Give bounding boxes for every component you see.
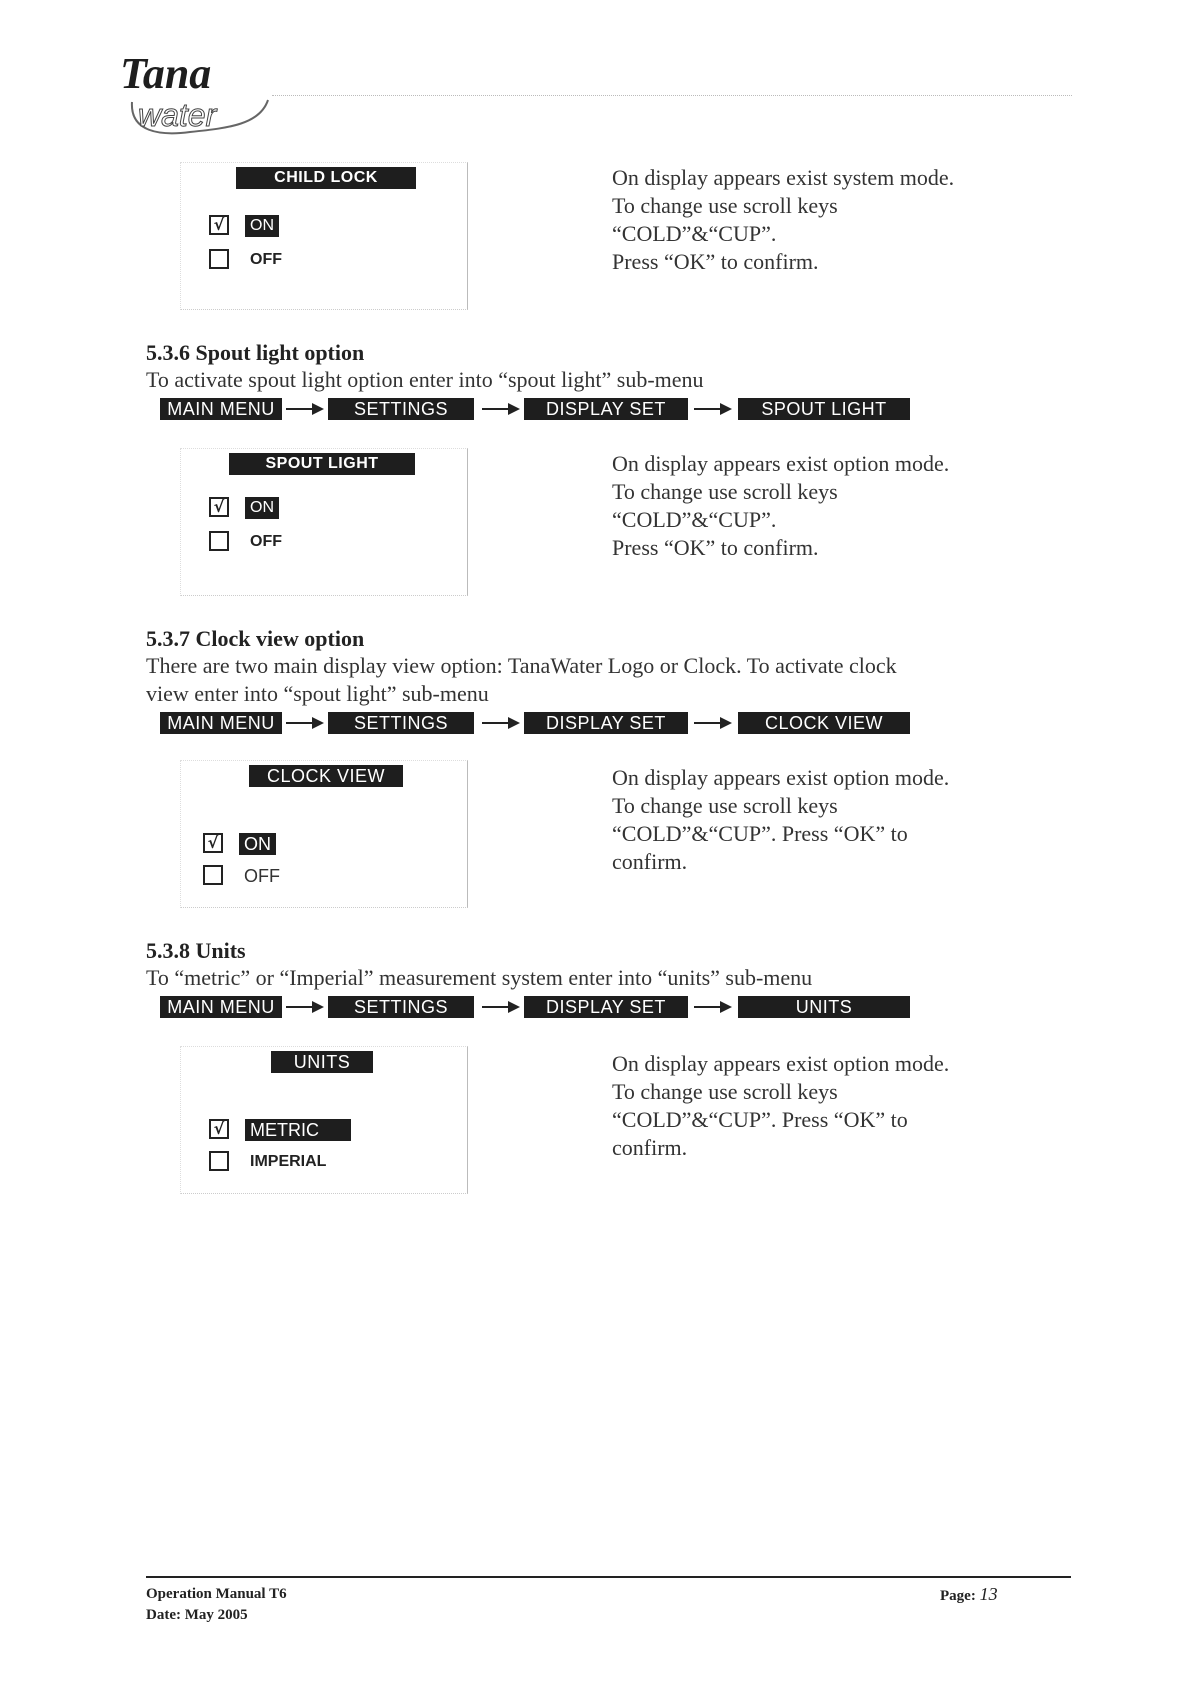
footer-manual: Operation Manual T6 xyxy=(146,1586,287,1602)
menu-path-main-menu: MAIN MENU xyxy=(160,996,282,1018)
checkbox-empty-icon xyxy=(209,249,229,269)
menu-path-main-menu: MAIN MENU xyxy=(160,398,282,420)
header-rule xyxy=(272,95,1072,96)
tana-water-logo xyxy=(120,50,280,140)
option-label-on: ON xyxy=(245,497,279,519)
menu-path-main-menu: MAIN MENU xyxy=(160,712,282,734)
desc-line: Press “OK” to confirm. xyxy=(612,249,819,274)
units-display-panel xyxy=(180,1046,468,1194)
desc-line: On display appears exist option mode. xyxy=(612,451,950,476)
section-text-units: To “metric” or “Imperial” measurement system enter into “units” sub-menu xyxy=(146,965,813,990)
desc-line: On display appears exist system mode. xyxy=(612,165,955,190)
menu-path-display-set: DISPLAY SET xyxy=(524,398,688,420)
footer-rule xyxy=(146,1576,1071,1578)
logo-text-top: Tana xyxy=(120,50,212,98)
option-label-metric: METRIC xyxy=(245,1119,351,1141)
panel-title: CLOCK VIEW xyxy=(249,765,403,787)
checkbox-empty-icon xyxy=(203,865,223,885)
clock-view-description xyxy=(612,764,1032,876)
option-label-imperial: IMPERIAL xyxy=(250,1153,327,1170)
panel-title: SPOUT LIGHT xyxy=(229,453,415,475)
arrow-right-icon xyxy=(694,1000,734,1014)
section-text-clock-view xyxy=(146,652,1046,708)
arrow-right-icon xyxy=(694,716,734,730)
menu-path-units: UNITS xyxy=(738,996,910,1018)
menu-path-clock-view xyxy=(146,712,946,734)
section-heading-spout-light: 5.3.6 Spout light option xyxy=(146,340,365,365)
footer-page-label: Page: xyxy=(940,1588,976,1604)
desc-line: “COLD”&“CUP”. xyxy=(612,507,777,532)
arrow-right-icon xyxy=(694,402,734,416)
checkbox-checked-icon: √ xyxy=(209,497,229,517)
menu-path-display-set: DISPLAY SET xyxy=(524,996,688,1018)
menu-path-settings: SETTINGS xyxy=(328,398,474,420)
menu-path-spout-light: SPOUT LIGHT xyxy=(738,398,910,420)
desc-line: “COLD”&“CUP”. xyxy=(612,221,777,246)
desc-line: “COLD”&“CUP”. Press “OK” to xyxy=(612,1107,908,1132)
arrow-right-icon xyxy=(482,402,522,416)
panel-title: UNITS xyxy=(271,1051,373,1073)
checkbox-checked-icon: √ xyxy=(209,1119,229,1139)
arrow-right-icon xyxy=(482,716,522,730)
desc-line: On display appears exist option mode. xyxy=(612,765,950,790)
arrow-right-icon xyxy=(286,402,326,416)
section-heading-units: 5.3.8 Units xyxy=(146,938,246,963)
desc-line: On display appears exist option mode. xyxy=(612,1051,950,1076)
menu-path-display-set: DISPLAY SET xyxy=(524,712,688,734)
panel-title: CHILD LOCK xyxy=(236,167,416,189)
logo-graphic xyxy=(120,50,280,140)
menu-path-spout-light xyxy=(146,398,946,420)
text-line: view enter into “spout light” sub-menu xyxy=(146,681,489,706)
arrow-right-icon xyxy=(286,716,326,730)
arrow-right-icon xyxy=(482,1000,522,1014)
option-label-off: OFF xyxy=(250,533,282,550)
desc-line: Press “OK” to confirm. xyxy=(612,535,819,560)
checkbox-checked-icon: √ xyxy=(209,215,229,235)
child-lock-description xyxy=(612,164,1032,276)
menu-path-settings: SETTINGS xyxy=(328,996,474,1018)
spout-light-description xyxy=(612,450,1032,562)
menu-path-units xyxy=(146,996,946,1018)
checkbox-empty-icon xyxy=(209,1151,229,1171)
section-heading-clock-view: 5.3.7 Clock view option xyxy=(146,626,365,651)
text-line: There are two main display view option: TanaWater Logo or Clock. To activate clock xyxy=(146,653,897,678)
menu-path-clock-view: CLOCK VIEW xyxy=(738,712,910,734)
desc-line: To change use scroll keys xyxy=(612,1079,838,1104)
option-label-on: ON xyxy=(239,833,276,855)
option-label-off: OFF xyxy=(244,866,280,886)
option-label-off: OFF xyxy=(250,251,282,268)
desc-line: To change use scroll keys xyxy=(612,193,838,218)
clock-view-display-panel xyxy=(180,760,468,908)
footer-page xyxy=(940,1584,998,1605)
desc-line: To change use scroll keys xyxy=(612,793,838,818)
child-lock-display-panel xyxy=(180,162,468,310)
desc-line: confirm. xyxy=(612,849,688,874)
desc-line: confirm. xyxy=(612,1135,688,1160)
desc-line: To change use scroll keys xyxy=(612,479,838,504)
footer-page-number: 13 xyxy=(979,1584,998,1604)
checkbox-checked-icon: √ xyxy=(203,833,223,853)
spout-light-display-panel xyxy=(180,448,468,596)
option-label-on: ON xyxy=(245,215,279,237)
units-description xyxy=(612,1050,1032,1162)
desc-line: “COLD”&“CUP”. Press “OK” to xyxy=(612,821,908,846)
logo-text-bottom: water xyxy=(138,97,217,133)
arrow-right-icon xyxy=(286,1000,326,1014)
section-text-spout-light: To activate spout light option enter into “spout light” sub-menu xyxy=(146,367,704,392)
footer-left xyxy=(146,1584,287,1626)
footer-date: Date: May 2005 xyxy=(146,1607,248,1623)
checkbox-empty-icon xyxy=(209,531,229,551)
menu-path-settings: SETTINGS xyxy=(328,712,474,734)
